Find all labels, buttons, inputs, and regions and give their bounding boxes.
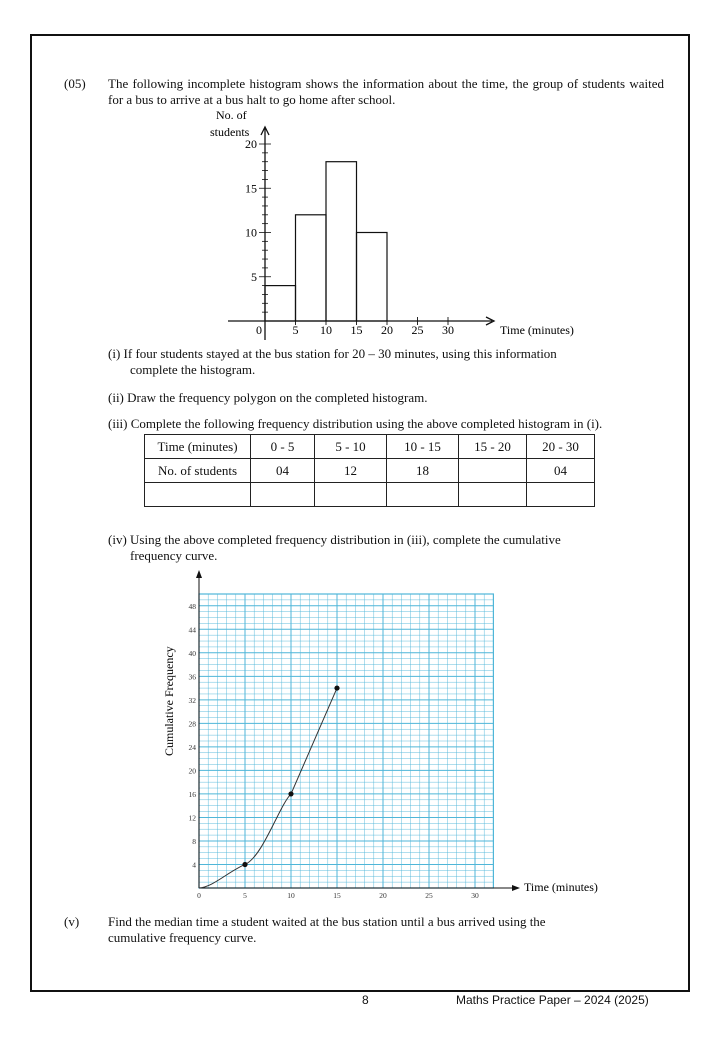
cf-point [288, 791, 293, 796]
cf-x-tick-label: 30 [471, 891, 479, 900]
hist-y-tick-label: 15 [245, 181, 257, 196]
histogram [200, 108, 600, 344]
part-i-line1: If four students stayed at the bus station for 20 – 30 minutes, using this information [123, 346, 557, 361]
part-ii-label: (ii) [108, 390, 124, 405]
hist-bar [265, 286, 296, 321]
hist-bar [357, 233, 388, 322]
cf-x-tick-label: 0 [197, 891, 201, 900]
cf-x-label: Time (minutes) [524, 880, 598, 894]
part-iii-text: Complete the following frequency distribution using the above completed histogram in (i). [130, 416, 603, 431]
cf-y-tick-label: 40 [188, 648, 196, 658]
table-cell-input[interactable] [459, 483, 527, 507]
cf-y-tick-label: 48 [188, 601, 196, 611]
part-i [108, 346, 664, 378]
hist-x-tick-label: 5 [292, 323, 299, 337]
hist-y-tick-label: 5 [251, 269, 257, 284]
part-iii-label: (iii) [108, 416, 128, 431]
question-number: (05) [64, 76, 86, 91]
cf-y-tick-label: 12 [188, 813, 196, 823]
hist-origin-label: 0 [256, 323, 262, 337]
page-number: 8 [362, 993, 369, 1007]
cf-x-tick-label: 25 [425, 891, 433, 900]
hist-x-tick-label: 25 [411, 323, 424, 337]
cf-y-tick-label: 28 [188, 719, 196, 729]
hist-x-tick-label: 10 [320, 323, 332, 337]
table-cell-input[interactable] [315, 483, 387, 507]
cf-x-arrow [512, 885, 520, 891]
table-cell: 10 - 15 [387, 435, 459, 459]
part-iv-line1: Using the above completed frequency distribution in (iii), complete the cumulative [130, 532, 561, 547]
question-intro: The following incomplete histogram shows the information about the time, the group of students waited for a bus to arrive at a bus halt to go home after school. [108, 76, 664, 107]
hist-y-label-1: No. of [216, 108, 247, 122]
hist-bar [296, 215, 327, 321]
cf-y-tick-label: 32 [188, 695, 196, 705]
footer-rule [30, 990, 690, 992]
cf-ticks [189, 602, 480, 900]
cf-y-tick-label: 20 [188, 766, 196, 776]
part-v-label: (v) [64, 914, 80, 929]
hist-y-tick-label: 20 [245, 137, 257, 151]
cf-grid [199, 594, 493, 888]
hist-x-tick-label: 20 [381, 323, 393, 337]
cf-point [334, 685, 339, 690]
table-cell: 12 [315, 459, 387, 483]
cf-y-tick-label: 24 [188, 742, 196, 752]
hist-bars [265, 162, 387, 321]
part-v [108, 914, 664, 946]
hist-y-tick-label: 10 [245, 225, 257, 240]
hist-bar [326, 162, 357, 321]
hist-ticks [245, 137, 454, 337]
part-ii-text: Draw the frequency polygon on the completed histogram. [127, 390, 428, 405]
table-row [145, 435, 595, 459]
table-cell-input[interactable] [251, 483, 315, 507]
cf-point [242, 862, 247, 867]
part-i-label: (i) [108, 346, 121, 361]
table-cell: 5 - 10 [315, 435, 387, 459]
cf-y-tick-label: 36 [188, 672, 196, 682]
hist-y-label-2: students [210, 125, 250, 139]
cf-y-tick-label: 44 [188, 625, 196, 635]
part-i-line2: complete the histogram. [130, 362, 256, 377]
table-cell: 04 [251, 459, 315, 483]
part-iii [108, 416, 664, 432]
hist-axes [228, 127, 494, 340]
cumulative-frequency-chart [150, 566, 620, 900]
part-ii [108, 390, 664, 406]
part-v-line1: Find the median time a student waited at the bus station until a bus arrived using the [108, 914, 546, 929]
hist-x-tick-label: 15 [350, 323, 363, 337]
hist-x-label: Time (minutes) [500, 323, 574, 337]
table-cell-input[interactable] [527, 483, 595, 507]
part-v-line2: cumulative frequency curve. [108, 930, 257, 945]
cf-x-tick-label: 15 [333, 891, 341, 900]
cf-x-tick-label: 10 [287, 891, 295, 900]
table-cell: 20 - 30 [527, 435, 595, 459]
table-cell: Time (minutes) [145, 435, 251, 459]
table-cell: 0 - 5 [251, 435, 315, 459]
frequency-table [144, 434, 595, 507]
table-cell: 18 [387, 459, 459, 483]
part-iv [108, 532, 664, 564]
cf-y-label: Cumulative Frequency [162, 646, 176, 756]
table-cell-input[interactable] [387, 483, 459, 507]
table-row [145, 459, 595, 483]
table-cell: 04 [527, 459, 595, 483]
cf-x-tick-label: 20 [379, 891, 387, 900]
part-iv-line2: frequency curve. [130, 548, 218, 563]
cf-y-tick-label: 16 [188, 789, 196, 799]
cf-x-tick-label: 5 [243, 891, 247, 900]
table-cell: No. of students [145, 459, 251, 483]
part-iv-label: (iv) [108, 532, 127, 547]
footer-title: Maths Practice Paper – 2024 (2025) [456, 993, 649, 1007]
table-row [145, 483, 595, 507]
hist-x-tick-label: 30 [442, 323, 454, 337]
table-cell-input[interactable] [145, 483, 251, 507]
cf-y-tick-label: 8 [192, 836, 196, 846]
cf-y-arrow [196, 570, 202, 578]
table-cell-input[interactable] [459, 459, 527, 483]
cf-y-tick-label: 4 [192, 860, 196, 870]
table-cell: 15 - 20 [459, 435, 527, 459]
